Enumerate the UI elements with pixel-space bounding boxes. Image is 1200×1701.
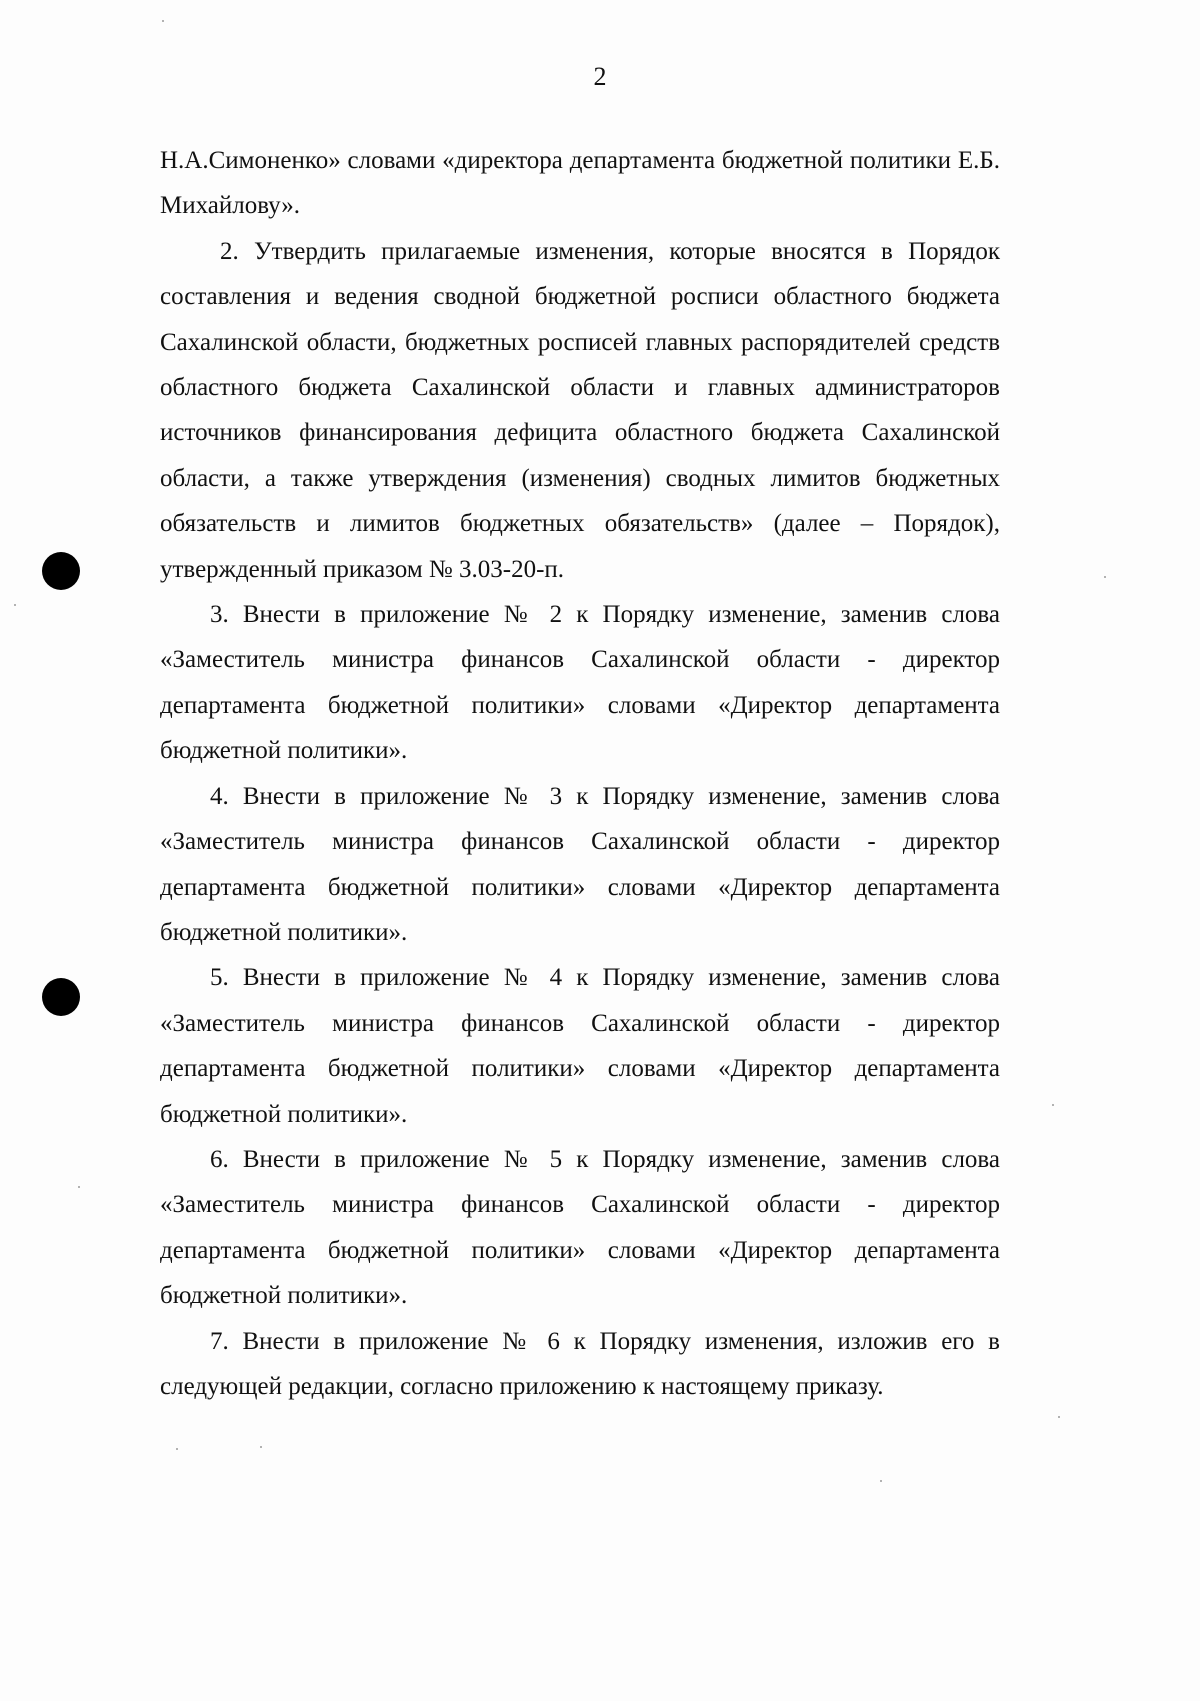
scan-speck (1052, 1104, 1054, 1106)
scan-speck (14, 604, 16, 606)
paragraph-item-7: 7. Внести в приложение № 6 к Порядку изменения, изложив его в следующей редакции, согласно приложению к настоящему приказу. (160, 1327, 1000, 1400)
punch-hole-mark (42, 978, 80, 1016)
scan-speck (78, 1186, 80, 1188)
paragraph-item-5: 5. Внести в приложение № 4 к Порядку изменение, заменив слова «Заместитель министра финансов Сахалинской области - директор департамента бюджетной политики» словами «Директор департамента бюджетной политики». (160, 964, 1000, 1128)
document-body (160, 138, 1000, 1409)
scan-speck (1104, 576, 1106, 578)
page-number: 2 (593, 62, 607, 91)
paragraph-item-3: 3. Внести в приложение № 2 к Порядку изменение, заменив слова «Заместитель министра финансов Сахалинской области - директор департамента бюджетной политики» словами «Директор департамента бюджетной политики». (160, 601, 1000, 765)
paragraph-item-6: 6. Внести в приложение № 5 к Порядку изменение, заменив слова «Заместитель министра финансов Сахалинской области - директор департамента бюджетной политики» словами «Директор департамента бюджетной политики». (160, 1145, 1000, 1310)
paragraph-continuation: Н.А.Симоненко» словами «директора департамента бюджетной политики Е.Б. Михайлову». (160, 147, 1000, 220)
paragraph-item-2: 2. Утвердить прилагаемые изменения, которые вносятся в Порядок составления и ведения сводной бюджетной росписи областного бюджета Сахалинской области, бюджетных росписей главных распорядителей средств областного бюджета Сахалинской области и главных администраторов источников финансирования дефицита областного бюджета Сахалинской области, а также утверждения (изменения) сводных лимитов бюджетных обязательств и лимитов бюджетных обязательств» (далее – Порядок), утвержденный приказом № 3.03-20-п. (160, 237, 1000, 583)
paragraph-item-4: 4. Внести в приложение № 3 к Порядку изменение, заменив слова «Заместитель министра финансов Сахалинской области - директор департамента бюджетной политики» словами «Директор департамента бюджетной политики». (160, 782, 1000, 946)
scan-speck (162, 20, 164, 22)
scan-speck (880, 1480, 882, 1482)
punch-hole-mark (42, 552, 80, 590)
scan-speck (176, 1448, 178, 1450)
scan-speck (1058, 1416, 1060, 1418)
scan-speck (260, 1446, 262, 1448)
